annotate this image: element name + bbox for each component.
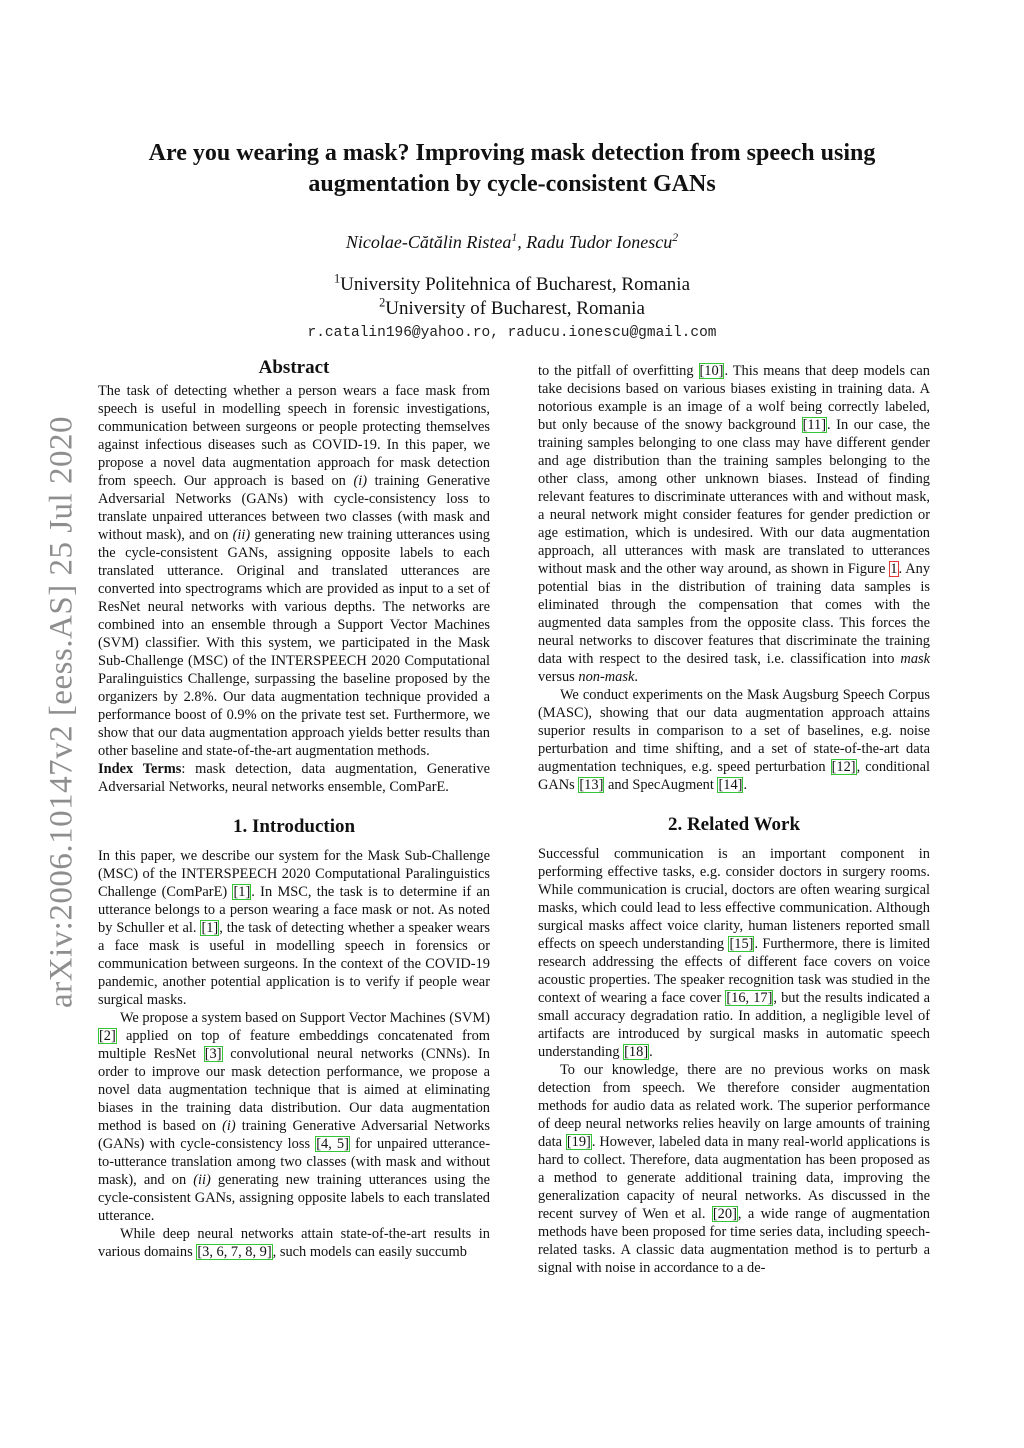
intro-paragraph-continued: to the pitfall of overfitting [10]. This means that deep models can take decisions based on various biases existing in training data. A notorious example is an image of a wolf being correctly labeled, but only because of the snowy background [11]. In our case, the training samples belonging to one class may have different gender and age distribution than the training samples belonging to the other class, among other unknown biases. Instead of finding relevant features to discriminate utterances with and without mask, a neural network might consider features for gender prediction or age estimation, which is undesired. With our data augmentation approach, all utterances with mask are translated to utterances without mask and the other way around, as shown in Figure 1. Any potential bias in the distribution of training data samples is eliminated through the compensation that comes with the augmented data samples from the opposite class. This forces the neural networks to discover features that discriminate the training data with respect to the desired task, i.e. classification into mask versus non-mask. bbox=[538, 363, 931, 685]
figure-link[interactable]: 1 bbox=[890, 561, 898, 577]
citation-link[interactable]: [14] bbox=[718, 777, 743, 793]
index-terms: Index Terms: mask detection, data augmentation, Generative Adversarial Networks, neural networks ensemble, ComParE. bbox=[98, 761, 490, 795]
related-paragraph-1: Successful communication is an important component in performing effective tasks, e.g. consider doctors in surgery rooms. While communication is crucial, doctors are often wearing surgical masks, which could lead to less effective communication. Although surgical masks affect voice clarity, human listeners reported small effects on speech understanding [15]. Furthermore, there is limited research addressing the effects of different face covers on voice acoustic properties. The speaker recognition task was studied in the context of wearing a face cover [16, 17], but the results indicated a small accuracy degradation ratio. In addition, a negligible level of artifacts are introduced by surgical masks in automatic speech understanding [18]. bbox=[538, 846, 930, 1060]
citation-link[interactable]: [11] bbox=[802, 417, 827, 433]
citation-link[interactable]: [16, 17] bbox=[726, 990, 773, 1006]
author-name: Nicolae-Cătălin Ristea bbox=[345, 232, 512, 252]
abstract-heading: Abstract bbox=[258, 357, 330, 378]
author-emails[interactable]: r.catalin196@yahoo.ro, raducu.ionescu@gmail.com bbox=[307, 325, 717, 341]
citation-link[interactable]: [12] bbox=[831, 759, 856, 775]
affiliations: $^1$University Politehnica of Bucharest, Romania $^2$University of Bucharest, Romania bbox=[333, 271, 690, 319]
citation-link[interactable]: [3, 6, 7, 8, 9] bbox=[197, 1244, 272, 1260]
intro-paragraph-2: We propose a system based on Support Vector Machines (SVM) [2] applied on top of feature embeddings concatenated from multiple ResNet [3] convolutional neural networks (CNNs). In order to improve our mask detection performance, we propose a novel data augmentation technique that is aimed at eliminating biases in the training data distribution. Our data augmentation method is based on (i) training Generative Adversarial Networks (GANs) with cycle-consistency loss [4, 5] for unpaired utterance-to-utterance translation among two classes (with mask and without mask), and on (ii) generating new training utterances using the cycle-consistent GANs, assigning opposite labels to each translated utterance. bbox=[98, 1010, 490, 1224]
left-column bbox=[98, 359, 490, 1261]
abstract-text: The task of detecting whether a person wears a face mask from speech is useful in modelling speech in forensic investigations, communication between surgeons or people protecting themselves against infectious diseases such as COVID-19. In this paper, we propose a novel data augmentation approach for mask detection from speech. Our approach is based on (i) training Generative Adversarial Networks (GANs) with cycle-consistency loss to translate unpaired utterances between two classes (with mask and without mask), and on (ii) generating new training utterances using the cycle-consistent GANs, assigning opposite labels to each translated utterance. Original and translated utterances are converted into spectrograms which are provided as input to a set of ResNet neural networks with various depths. The networks are combined into an ensemble through a Support Vector Machines (SVM) classifier. With this system, we participated in the Mask Sub-Challenge (MSC) of the INTERSPEECH 2020 Computational Paralinguistics Challenge, surpassing the baseline proposed by the organizers by 2.8%. Our data augmentation technique provided a performance boost of 0.9% on the private test set. Furthermore, we show that our data augmentation approach yields better results than other baseline and state-of-the-art augmentation methods. bbox=[98, 383, 491, 759]
introduction-heading: 1. Introduction bbox=[232, 816, 356, 837]
citation-link[interactable]: [18] bbox=[624, 1044, 649, 1060]
related-work-heading: 2. Related Work bbox=[667, 814, 801, 835]
citation-link[interactable]: [2] bbox=[99, 1028, 116, 1044]
intro-paragraph-3: While deep neural networks attain state-of-the-art results in various domains [3, 6, 7, 8, 9], such models can easily succumb bbox=[98, 1226, 490, 1260]
citation-link[interactable]: [3] bbox=[204, 1046, 222, 1062]
intro-paragraph-4: We conduct experiments on the Mask Augsburg Speech Corpus (MASC), showing that our data augmentation approach attains superior results in comparison to a set of baselines, e.g. noise perturbation and time shifting, and a set of state-of-the-art data augmentation techniques, e.g. speed perturbation [12], conditional GANs [13] and SpecAugment [14]. bbox=[538, 687, 930, 793]
author-list: Nicolae-Cătălin Ristea$^1$, Radu Tudor Ionescu$^2$ bbox=[345, 231, 679, 252]
paper-title: Are you wearing a mask? Improving mask detection from speech using augmentation by cycle-consistent GANs bbox=[148, 140, 876, 197]
citation-link[interactable]: [15] bbox=[729, 936, 754, 952]
paper-header bbox=[0, 138, 1024, 341]
citation-link[interactable]: [1] bbox=[233, 884, 251, 900]
intro-paragraph-1: In this paper, we describe our system for the Mask Sub-Challenge (MSC) of the INTERSPEECH 2020 Computational Paralinguistics Challenge (ComParE) [1]. In MSC, the task is to determine if an utterance belongs to a person wearing a face mask or not. As noted by Schuller et al. [1], the task of detecting whether a speaker wears a face mask is useful in modelling speech in forensics or communication between surgeons. In the context of the COVID-19 pandemic, another potential application is to verify if people wear surgical masks. bbox=[98, 848, 490, 1008]
citation-link[interactable]: [13] bbox=[579, 777, 604, 793]
related-paragraph-2: To our knowledge, there are no previous works on mask detection from speech. We therefore consider augmentation methods for audio data as related work. The superior performance of deep neural networks relies heavily on large amounts of training data [19]. However, labeled data in many real-world applications is hard to collect. Therefore, data augmentation has been proposed as a method to generate additional training data, improving the generalization capacity of neural networks. As discussed in the recent survey of Wen et al. [20], a wide range of augmentation methods have been proposed for time series data, including speech-related tasks. A classic data augmentation method is to perturb a signal with noise in accordance to a de- bbox=[538, 1062, 930, 1276]
citation-link[interactable]: [1] bbox=[201, 920, 219, 936]
citation-link[interactable]: [10] bbox=[699, 363, 724, 379]
citation-link[interactable]: [4, 5] bbox=[316, 1136, 349, 1152]
right-column bbox=[538, 362, 930, 1277]
citation-link[interactable]: [20] bbox=[712, 1206, 737, 1222]
author-name: Radu Tudor Ionescu bbox=[526, 232, 673, 252]
citation-link[interactable]: [19] bbox=[566, 1134, 591, 1150]
arxiv-side-stamp: arXiv:2006.10147v2 [eess.AS] 25 Jul 2020 bbox=[43, 416, 80, 1008]
